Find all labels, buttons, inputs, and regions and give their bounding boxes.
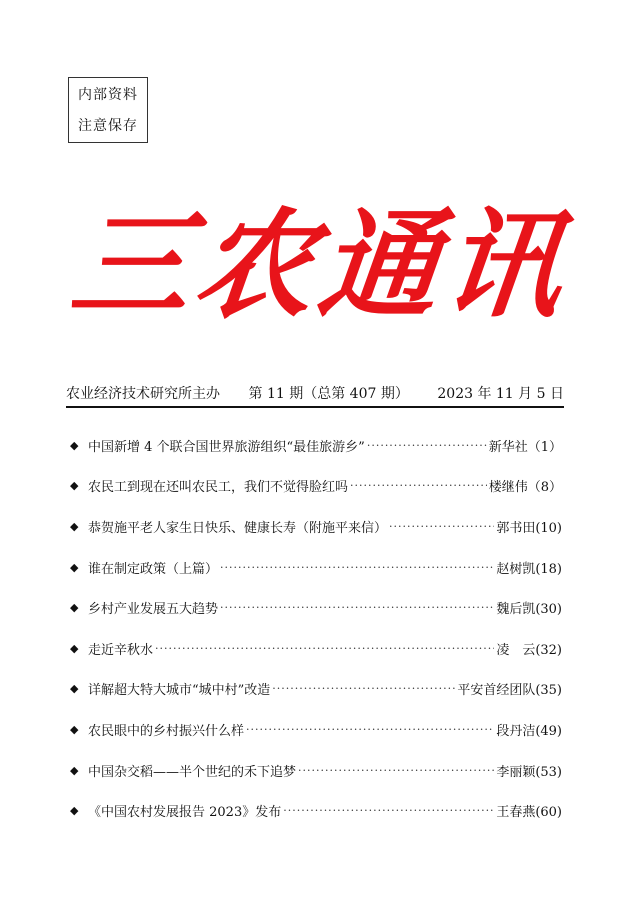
diamond-bullet-icon: ◆	[70, 763, 79, 777]
toc-item[interactable]	[70, 709, 562, 750]
toc-title: 乡村产业发展五大趋势	[88, 602, 219, 618]
toc-title: 恭贺施平老人家生日快乐、健康长寿（附施平来信）	[88, 520, 388, 536]
diamond-bullet-icon: ◆	[70, 722, 79, 736]
diamond-bullet-icon: ◆	[70, 479, 79, 493]
toc-author: 平安首经团队(35)	[457, 683, 562, 699]
publisher: 农业经济技术研究所主办	[66, 386, 220, 402]
toc-author: 李丽颖(53)	[496, 764, 562, 780]
internal-material-stamp	[68, 77, 148, 143]
toc-author: 魏后凯(30)	[496, 602, 562, 618]
toc-author: 新华社（1）	[488, 439, 562, 455]
leader-dots	[246, 723, 494, 736]
toc-author: 楼继伟（8）	[488, 480, 562, 496]
toc-title: 走近辛秋水	[88, 642, 154, 658]
leader-dots	[367, 439, 487, 452]
toc-item[interactable]	[70, 790, 562, 831]
toc-item[interactable]	[70, 547, 562, 588]
leader-dots	[220, 601, 494, 614]
toc-title: 详解超大特大城市“城中村”改造	[88, 683, 271, 699]
diamond-bullet-icon: ◆	[70, 682, 79, 696]
leader-dots	[220, 561, 494, 574]
toc-author: 段丹洁(49)	[496, 723, 562, 739]
toc-title: 谁在制定政策（上篇）	[88, 561, 219, 577]
toc-author: 凌 云(32)	[496, 642, 562, 658]
header-rule	[66, 406, 564, 408]
toc-title: 中国新增 4 个联合国世界旅游组织“最佳旅游乡”	[88, 439, 365, 455]
diamond-bullet-icon: ◆	[70, 560, 79, 574]
stamp-line-1: 内部资料	[78, 87, 138, 103]
toc-title: 《中国农村发展报告 2023》发布	[88, 805, 282, 821]
diamond-bullet-icon: ◆	[70, 804, 79, 818]
toc-item[interactable]	[70, 425, 562, 466]
diamond-bullet-icon: ◆	[70, 601, 79, 615]
leader-dots	[350, 479, 487, 492]
issue-date: 2023 年 11 月 5 日	[437, 386, 564, 402]
stamp-line-2: 注意保存	[78, 118, 138, 134]
leader-dots	[389, 520, 494, 533]
diamond-bullet-icon: ◆	[70, 438, 79, 452]
table-of-contents	[70, 425, 562, 831]
leader-dots	[272, 682, 455, 695]
toc-title: 农民眼中的乡村振兴什么样	[88, 723, 245, 739]
toc-title: 农民工到现在还叫农民工，我们不觉得脸红吗	[88, 480, 349, 496]
masthead-title: 三农通讯	[64, 196, 576, 334]
leader-dots	[298, 764, 494, 777]
toc-author: 赵树凯(18)	[496, 561, 562, 577]
toc-author: 王春燕(60)	[496, 805, 562, 821]
diamond-bullet-icon: ◆	[70, 519, 79, 533]
toc-item[interactable]	[70, 628, 562, 669]
toc-item[interactable]	[70, 466, 562, 507]
issue-number: 第 11 期（总第 407 期）	[248, 386, 409, 402]
toc-item[interactable]	[70, 669, 562, 710]
leader-dots	[155, 642, 494, 655]
toc-item[interactable]	[70, 506, 562, 547]
diamond-bullet-icon: ◆	[70, 641, 79, 655]
leader-dots	[283, 804, 494, 817]
toc-item[interactable]	[70, 750, 562, 791]
toc-author: 郭书田(10)	[496, 520, 562, 536]
issue-info-bar	[66, 382, 564, 404]
toc-title: 中国杂交稻——半个世纪的禾下追梦	[88, 764, 297, 780]
toc-item[interactable]	[70, 587, 562, 628]
